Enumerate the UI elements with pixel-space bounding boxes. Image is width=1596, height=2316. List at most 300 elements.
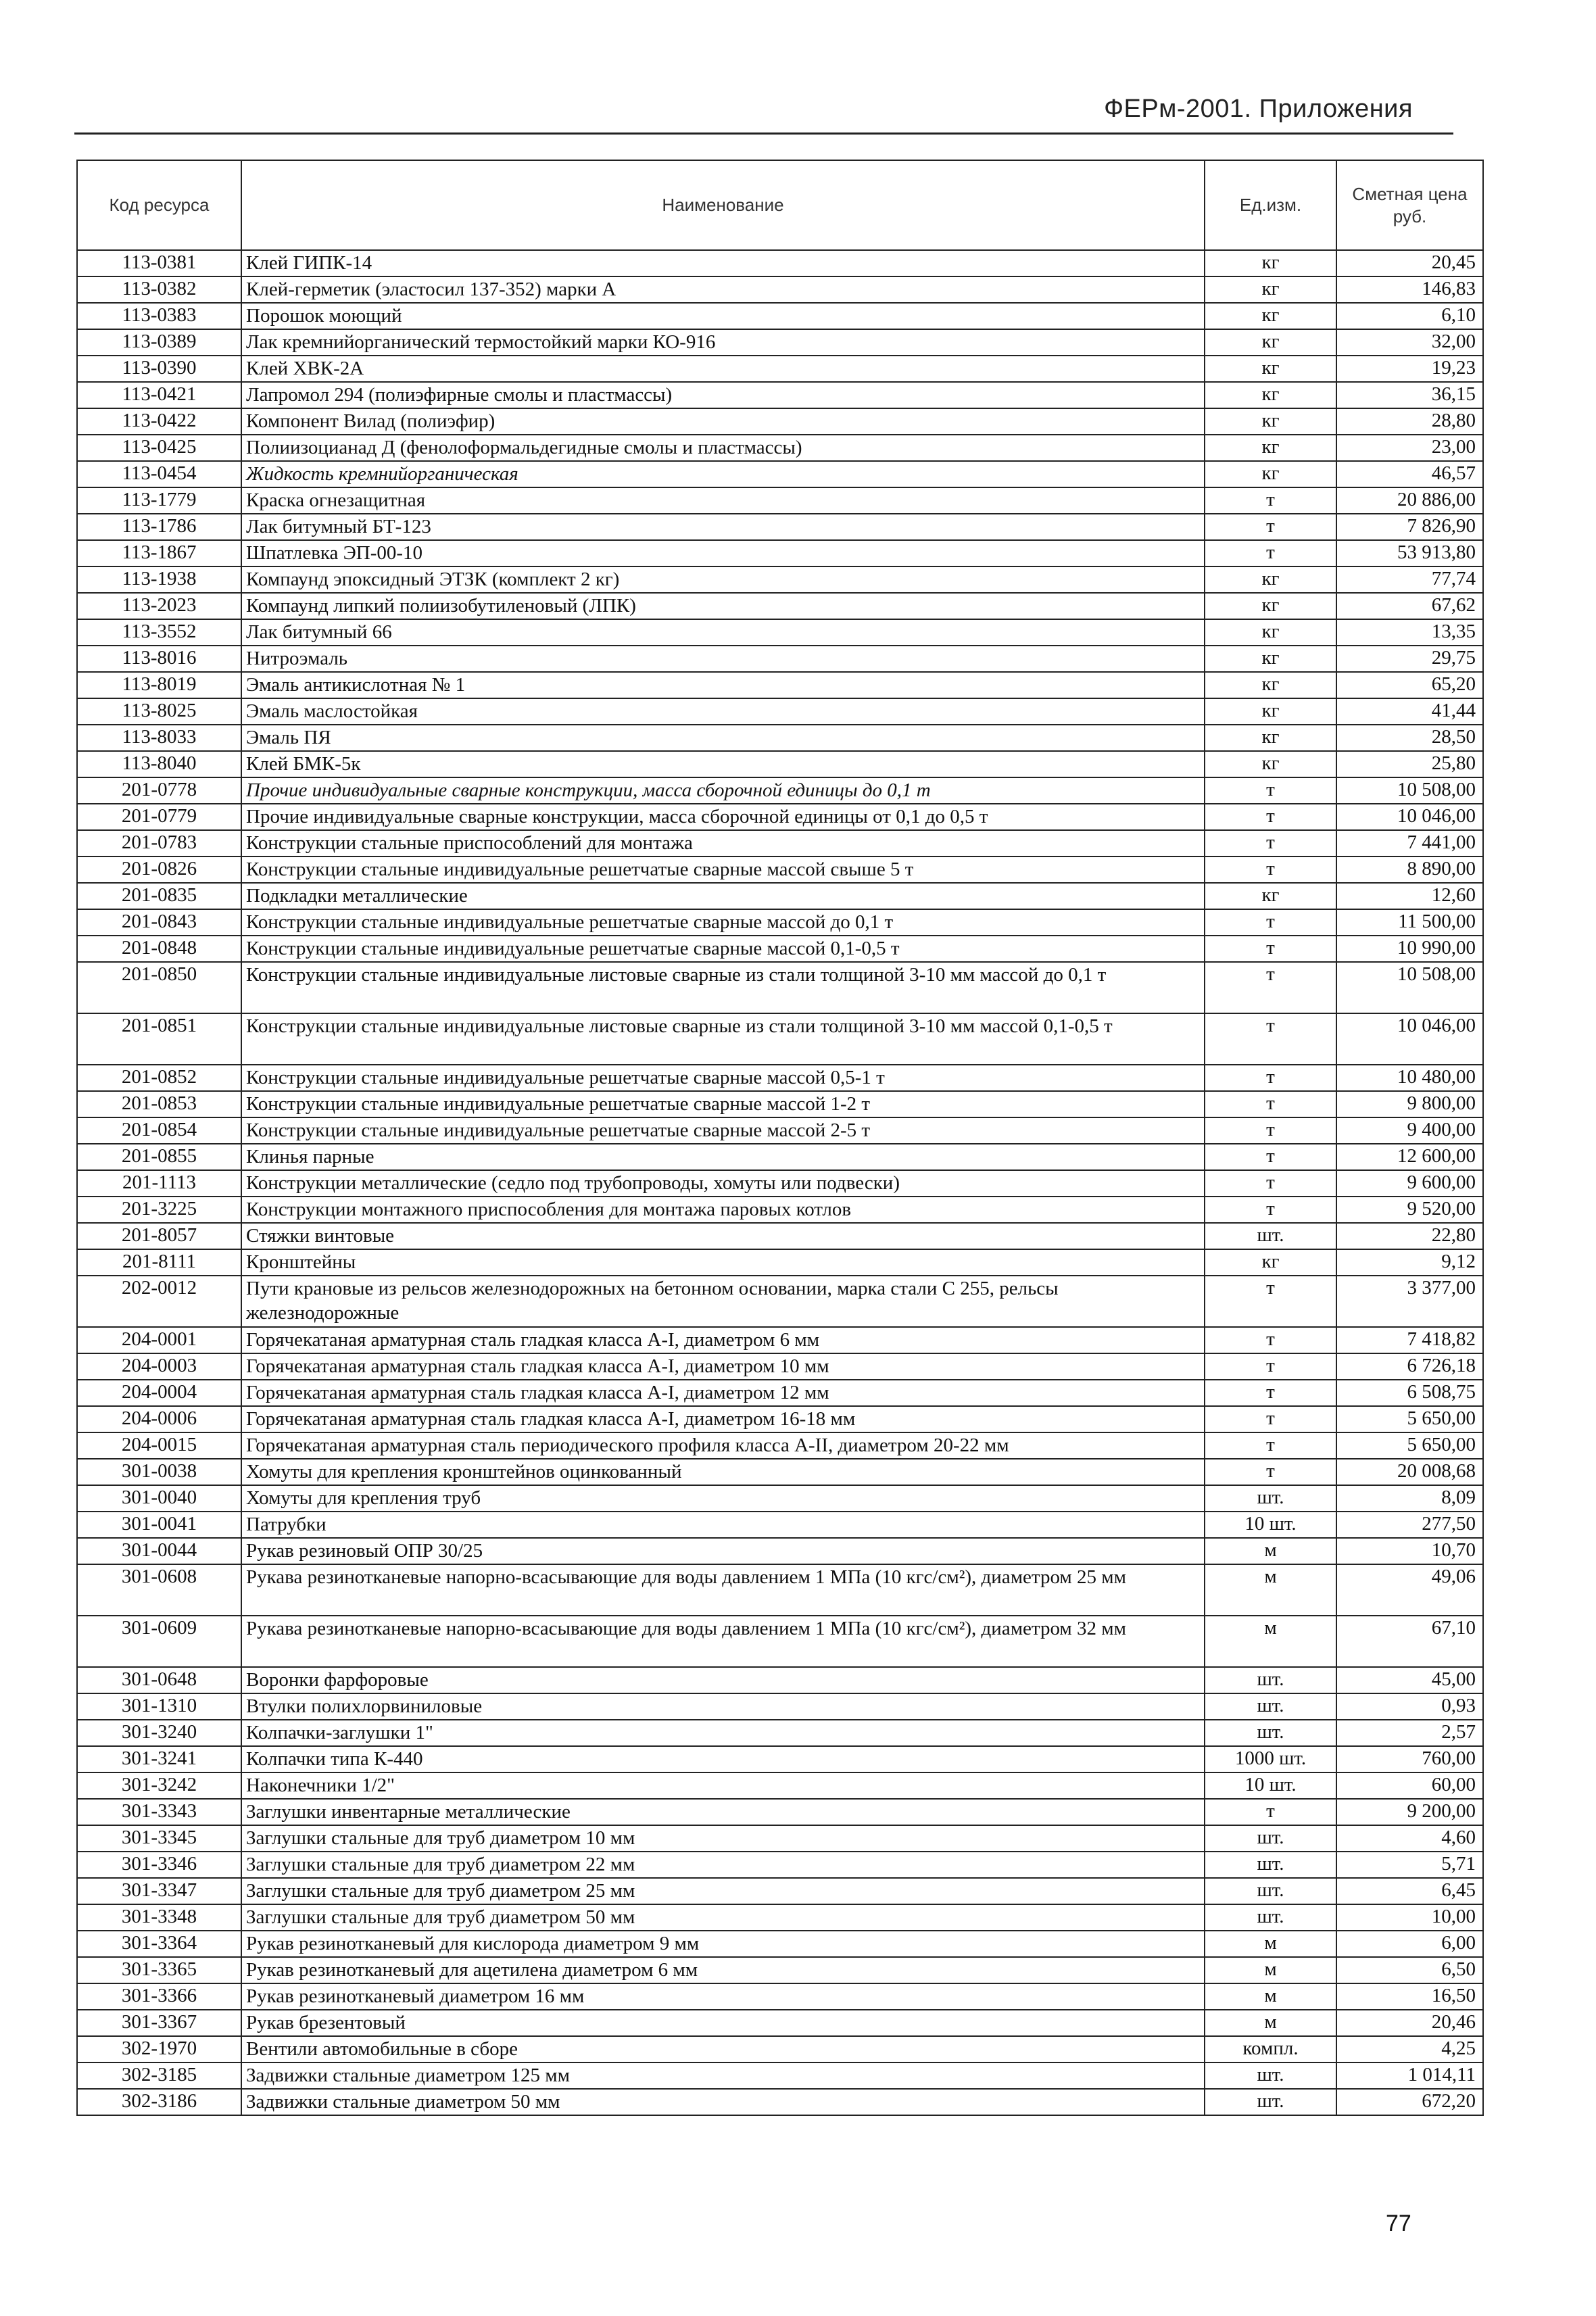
cell-price: 8,09 <box>1336 1485 1483 1512</box>
table-row <box>77 1485 1483 1512</box>
cell-price: 49,06 <box>1336 1564 1483 1616</box>
cell-name: Заглушки стальные для труб диаметром 22 мм <box>241 1852 1205 1878</box>
cell-code: 113-0425 <box>77 435 241 461</box>
cell-name: Задвижки стальные диаметром 50 мм <box>241 2089 1205 2115</box>
table-row <box>77 1406 1483 1432</box>
cell-unit: кг <box>1205 435 1336 461</box>
cell-name: Нитроэмаль <box>241 646 1205 672</box>
cell-code: 201-0854 <box>77 1117 241 1144</box>
cell-unit: м <box>1205 1931 1336 1957</box>
cell-unit: кг <box>1205 646 1336 672</box>
cell-price: 9 600,00 <box>1336 1170 1483 1197</box>
table-row <box>77 830 1483 857</box>
cell-code: 113-8033 <box>77 725 241 751</box>
cell-name: Клинья парные <box>241 1144 1205 1170</box>
cell-code: 201-8111 <box>77 1249 241 1276</box>
cell-name: Прочие индивидуальные сварные конструкции, масса сборочной единицы до 0,1 т <box>241 777 1205 804</box>
cell-code: 301-3345 <box>77 1825 241 1852</box>
cell-unit: т <box>1205 909 1336 936</box>
cell-code: 301-0040 <box>77 1485 241 1512</box>
cell-unit: т <box>1205 1276 1336 1327</box>
cell-name: Прочие индивидуальные сварные конструкции, масса сборочной единицы от 0,1 до 0,5 т <box>241 804 1205 830</box>
cell-code: 202-0012 <box>77 1276 241 1327</box>
table-row <box>77 1170 1483 1197</box>
cell-code: 301-3348 <box>77 1904 241 1931</box>
cell-name: Горячекатаная арматурная сталь гладкая класса А-I, диаметром 10 мм <box>241 1353 1205 1380</box>
table-row <box>77 1693 1483 1720</box>
table-row <box>77 461 1483 487</box>
cell-unit: компл. <box>1205 2036 1336 2062</box>
table-row <box>77 1616 1483 1667</box>
cell-code: 201-0853 <box>77 1091 241 1117</box>
cell-code: 204-0006 <box>77 1406 241 1432</box>
cell-price: 1 014,11 <box>1336 2062 1483 2089</box>
table-row <box>77 1276 1483 1327</box>
cell-name: Хомуты для крепления кронштейнов оцинкованный <box>241 1459 1205 1485</box>
cell-name: Колпачки типа К-440 <box>241 1746 1205 1772</box>
table-row <box>77 329 1483 356</box>
cell-name: Рукава резинотканевые напорно-всасывающие для воды давлением 1 МПа (10 кгс/см²), диаметром 32 мм <box>241 1616 1205 1667</box>
cell-price: 7 826,90 <box>1336 514 1483 540</box>
cell-unit: кг <box>1205 566 1336 593</box>
cell-price: 22,80 <box>1336 1223 1483 1249</box>
cell-price: 4,60 <box>1336 1825 1483 1852</box>
table-row <box>77 540 1483 566</box>
cell-unit: м <box>1205 2010 1336 2036</box>
cell-unit: т <box>1205 962 1336 1013</box>
cell-name: Рукав резинотканевый для кислорода диаметром 9 мм <box>241 1931 1205 1957</box>
cell-name: Горячекатаная арматурная сталь гладкая класса А-I, диаметром 12 мм <box>241 1380 1205 1406</box>
cell-price: 41,44 <box>1336 698 1483 725</box>
table-row <box>77 382 1483 408</box>
cell-price: 10 508,00 <box>1336 777 1483 804</box>
cell-code: 301-3366 <box>77 1983 241 2010</box>
cell-unit: кг <box>1205 698 1336 725</box>
cell-code: 113-0383 <box>77 303 241 329</box>
cell-unit: т <box>1205 1013 1336 1065</box>
cell-code: 201-0843 <box>77 909 241 936</box>
cell-unit: кг <box>1205 408 1336 435</box>
cell-name: Конструкции стальные индивидуальные листовые сварные из стали толщиной 3-10 мм массой до 0,1 т <box>241 962 1205 1013</box>
cell-unit: кг <box>1205 461 1336 487</box>
cell-code: 301-1310 <box>77 1693 241 1720</box>
cell-name: Заглушки инвентарные металлические <box>241 1799 1205 1825</box>
page-number: 77 <box>1386 2211 1411 2236</box>
cell-name: Колпачки-заглушки 1" <box>241 1720 1205 1746</box>
cell-name: Наконечники 1/2" <box>241 1772 1205 1799</box>
table-row <box>77 250 1483 276</box>
table-row <box>77 1197 1483 1223</box>
cell-name: Конструкции стальные индивидуальные решетчатые сварные массой 0,1-0,5 т <box>241 936 1205 962</box>
cell-price: 9 400,00 <box>1336 1117 1483 1144</box>
cell-name: Рукав резинотканевый для ацетилена диаметром 6 мм <box>241 1957 1205 1983</box>
cell-code: 302-1970 <box>77 2036 241 2062</box>
cell-name: Клей БМК-5к <box>241 751 1205 777</box>
cell-code: 301-3364 <box>77 1931 241 1957</box>
cell-unit: шт. <box>1205 1904 1336 1931</box>
cell-code: 204-0015 <box>77 1432 241 1459</box>
cell-name: Заглушки стальные для труб диаметром 10 мм <box>241 1825 1205 1852</box>
cell-name: Эмаль ПЯ <box>241 725 1205 751</box>
table-row <box>77 1249 1483 1276</box>
cell-unit: т <box>1205 1144 1336 1170</box>
cell-unit: т <box>1205 936 1336 962</box>
cell-price: 10,70 <box>1336 1538 1483 1564</box>
cell-unit: кг <box>1205 883 1336 909</box>
cell-code: 204-0003 <box>77 1353 241 1380</box>
cell-unit: м <box>1205 1957 1336 1983</box>
cell-unit: т <box>1205 1353 1336 1380</box>
cell-price: 760,00 <box>1336 1746 1483 1772</box>
cell-price: 28,50 <box>1336 725 1483 751</box>
cell-code: 113-0381 <box>77 250 241 276</box>
cell-unit: т <box>1205 1117 1336 1144</box>
cell-code: 113-8019 <box>77 672 241 698</box>
cell-price: 20,45 <box>1336 250 1483 276</box>
cell-unit: кг <box>1205 619 1336 646</box>
table-row <box>77 566 1483 593</box>
cell-price: 7 441,00 <box>1336 830 1483 857</box>
cell-unit: т <box>1205 1170 1336 1197</box>
cell-name: Конструкции стальные приспособлений для монтажа <box>241 830 1205 857</box>
cell-unit: 10 шт. <box>1205 1512 1336 1538</box>
cell-code: 301-3346 <box>77 1852 241 1878</box>
cell-code: 113-1867 <box>77 540 241 566</box>
cell-code: 201-0852 <box>77 1065 241 1091</box>
cell-code: 301-0648 <box>77 1667 241 1693</box>
cell-unit: т <box>1205 540 1336 566</box>
table-row <box>77 593 1483 619</box>
cell-name: Заглушки стальные для труб диаметром 25 мм <box>241 1878 1205 1904</box>
table-header-row <box>77 160 1483 250</box>
cell-unit: т <box>1205 1091 1336 1117</box>
cell-price: 12,60 <box>1336 883 1483 909</box>
cell-price: 53 913,80 <box>1336 540 1483 566</box>
cell-name: Хомуты для крепления труб <box>241 1485 1205 1512</box>
cell-code: 301-3367 <box>77 2010 241 2036</box>
cell-code: 301-3240 <box>77 1720 241 1746</box>
table-row <box>77 303 1483 329</box>
cell-price: 11 500,00 <box>1336 909 1483 936</box>
cell-unit: 10 шт. <box>1205 1772 1336 1799</box>
cell-code: 201-0783 <box>77 830 241 857</box>
cell-price: 45,00 <box>1336 1667 1483 1693</box>
cell-price: 5 650,00 <box>1336 1406 1483 1432</box>
cell-price: 9 200,00 <box>1336 1799 1483 1825</box>
cell-unit: т <box>1205 1799 1336 1825</box>
cell-name: Лак битумный 66 <box>241 619 1205 646</box>
cell-unit: шт. <box>1205 1825 1336 1852</box>
cell-code: 201-0848 <box>77 936 241 962</box>
cell-price: 3 377,00 <box>1336 1276 1483 1327</box>
cell-price: 25,80 <box>1336 751 1483 777</box>
cell-code: 113-0421 <box>77 382 241 408</box>
cell-name: Горячекатаная арматурная сталь гладкая класса А-I, диаметром 6 мм <box>241 1327 1205 1353</box>
cell-name: Втулки полихлорвиниловые <box>241 1693 1205 1720</box>
column-header-price: Сметная цена руб. <box>1336 160 1483 250</box>
cell-price: 5,71 <box>1336 1852 1483 1878</box>
cell-unit: шт. <box>1205 1720 1336 1746</box>
cell-price: 19,23 <box>1336 356 1483 382</box>
table-row <box>77 1091 1483 1117</box>
table-row <box>77 1327 1483 1353</box>
table-row <box>77 1065 1483 1091</box>
table-row <box>77 1144 1483 1170</box>
cell-name: Лак битумный БТ-123 <box>241 514 1205 540</box>
cell-code: 113-0422 <box>77 408 241 435</box>
table-row <box>77 1852 1483 1878</box>
cell-price: 20 008,68 <box>1336 1459 1483 1485</box>
cell-code: 113-0454 <box>77 461 241 487</box>
table-row <box>77 1013 1483 1065</box>
cell-code: 301-3343 <box>77 1799 241 1825</box>
table-row <box>77 725 1483 751</box>
cell-code: 301-0044 <box>77 1538 241 1564</box>
table-row <box>77 857 1483 883</box>
cell-code: 201-0778 <box>77 777 241 804</box>
table-row <box>77 672 1483 698</box>
cell-unit: т <box>1205 1406 1336 1432</box>
cell-name: Кронштейны <box>241 1249 1205 1276</box>
cell-code: 201-8057 <box>77 1223 241 1249</box>
cell-price: 23,00 <box>1336 435 1483 461</box>
cell-price: 6,45 <box>1336 1878 1483 1904</box>
table-row <box>77 751 1483 777</box>
cell-price: 10 046,00 <box>1336 1013 1483 1065</box>
table-row <box>77 1720 1483 1746</box>
cell-unit: м <box>1205 1983 1336 2010</box>
cell-unit: шт. <box>1205 2089 1336 2115</box>
column-header-name: Наименование <box>241 160 1205 250</box>
cell-price: 10 508,00 <box>1336 962 1483 1013</box>
cell-name: Конструкции стальные индивидуальные решетчатые сварные массой 1-2 т <box>241 1091 1205 1117</box>
cell-name: Жидкость кремнийорганическая <box>241 461 1205 487</box>
cell-code: 204-0001 <box>77 1327 241 1353</box>
cell-unit: кг <box>1205 725 1336 751</box>
cell-unit: кг <box>1205 672 1336 698</box>
cell-code: 113-0390 <box>77 356 241 382</box>
cell-name: Рукав брезентовый <box>241 2010 1205 2036</box>
cell-name: Полиизоцианад Д (фенолоформальдегидные смолы и пластмассы) <box>241 435 1205 461</box>
cell-unit: т <box>1205 1197 1336 1223</box>
cell-code: 113-2023 <box>77 593 241 619</box>
cell-unit: т <box>1205 857 1336 883</box>
cell-name: Лак кремнийорганический термостойкий марки КО-916 <box>241 329 1205 356</box>
cell-name: Шпатлевка ЭП-00-10 <box>241 540 1205 566</box>
table-row <box>77 1957 1483 1983</box>
table-row <box>77 408 1483 435</box>
cell-price: 10 046,00 <box>1336 804 1483 830</box>
cell-name: Пути крановые из рельсов железнодорожных на бетонном основании, марка стали С 255, рельсы железнодорожные <box>241 1276 1205 1327</box>
cell-name: Конструкции стальные индивидуальные решетчатые сварные массой 2-5 т <box>241 1117 1205 1144</box>
cell-price: 77,74 <box>1336 566 1483 593</box>
cell-unit: кг <box>1205 329 1336 356</box>
cell-name: Эмаль маслостойкая <box>241 698 1205 725</box>
cell-code: 113-1938 <box>77 566 241 593</box>
cell-price: 0,93 <box>1336 1693 1483 1720</box>
cell-price: 4,25 <box>1336 2036 1483 2062</box>
cell-name: Клей ХВК-2А <box>241 356 1205 382</box>
cell-code: 301-3365 <box>77 1957 241 1983</box>
cell-code: 113-1786 <box>77 514 241 540</box>
table-row <box>77 1983 1483 2010</box>
cell-price: 16,50 <box>1336 1983 1483 2010</box>
cell-price: 6,10 <box>1336 303 1483 329</box>
table-row <box>77 1799 1483 1825</box>
table-row <box>77 909 1483 936</box>
table-row <box>77 1667 1483 1693</box>
cell-price: 2,57 <box>1336 1720 1483 1746</box>
cell-name: Горячекатаная арматурная сталь гладкая класса А-I, диаметром 16-18 мм <box>241 1406 1205 1432</box>
cell-unit: кг <box>1205 1249 1336 1276</box>
cell-code: 113-0382 <box>77 276 241 303</box>
table-row <box>77 356 1483 382</box>
cell-code: 301-0608 <box>77 1564 241 1616</box>
cell-name: Конструкции стальные индивидуальные решетчатые сварные массой свыше 5 т <box>241 857 1205 883</box>
cell-price: 146,83 <box>1336 276 1483 303</box>
cell-name: Порошок моющий <box>241 303 1205 329</box>
resource-price-table <box>76 160 1484 2116</box>
cell-code: 113-3552 <box>77 619 241 646</box>
cell-code: 201-1113 <box>77 1170 241 1197</box>
cell-name: Патрубки <box>241 1512 1205 1538</box>
cell-unit: шт. <box>1205 1852 1336 1878</box>
cell-name: Конструкции монтажного приспособления для монтажа паровых котлов <box>241 1197 1205 1223</box>
cell-unit: 1000 шт. <box>1205 1746 1336 1772</box>
cell-unit: т <box>1205 804 1336 830</box>
cell-unit: кг <box>1205 303 1336 329</box>
cell-unit: кг <box>1205 751 1336 777</box>
cell-unit: м <box>1205 1616 1336 1667</box>
cell-price: 9 520,00 <box>1336 1197 1483 1223</box>
table-row <box>77 1931 1483 1957</box>
cell-code: 301-0041 <box>77 1512 241 1538</box>
cell-price: 32,00 <box>1336 329 1483 356</box>
table-row <box>77 514 1483 540</box>
cell-price: 46,57 <box>1336 461 1483 487</box>
cell-unit: т <box>1205 1327 1336 1353</box>
cell-name: Конструкции стальные индивидуальные решетчатые сварные массой 0,5-1 т <box>241 1065 1205 1091</box>
cell-code: 201-0779 <box>77 804 241 830</box>
cell-price: 20 886,00 <box>1336 487 1483 514</box>
cell-name: Вентили автомобильные в сборе <box>241 2036 1205 2062</box>
cell-name: Краска огнезащитная <box>241 487 1205 514</box>
cell-price: 67,10 <box>1336 1616 1483 1667</box>
cell-price: 277,50 <box>1336 1512 1483 1538</box>
cell-code: 201-3225 <box>77 1197 241 1223</box>
cell-unit: шт. <box>1205 1878 1336 1904</box>
cell-unit: шт. <box>1205 1667 1336 1693</box>
cell-price: 672,20 <box>1336 2089 1483 2115</box>
table-row <box>77 2089 1483 2115</box>
column-header-code: Код ресурса <box>77 160 241 250</box>
cell-code: 204-0004 <box>77 1380 241 1406</box>
cell-code: 113-1779 <box>77 487 241 514</box>
cell-code: 301-3241 <box>77 1746 241 1772</box>
table-row <box>77 1432 1483 1459</box>
cell-name: Конструкции стальные индивидуальные листовые сварные из стали толщиной 3-10 мм массой 0,1-0,5 т <box>241 1013 1205 1065</box>
cell-price: 36,15 <box>1336 382 1483 408</box>
table-body <box>77 250 1483 2115</box>
cell-unit: т <box>1205 830 1336 857</box>
cell-unit: кг <box>1205 382 1336 408</box>
table-row <box>77 487 1483 514</box>
cell-price: 6 508,75 <box>1336 1380 1483 1406</box>
cell-price: 12 600,00 <box>1336 1144 1483 1170</box>
cell-price: 8 890,00 <box>1336 857 1483 883</box>
cell-unit: т <box>1205 777 1336 804</box>
cell-name: Воронки фарфоровые <box>241 1667 1205 1693</box>
table-row <box>77 1538 1483 1564</box>
cell-unit: кг <box>1205 276 1336 303</box>
cell-code: 201-0855 <box>77 1144 241 1170</box>
cell-price: 6 726,18 <box>1336 1353 1483 1380</box>
cell-name: Конструкции металлические (седло под трубопроводы, хомуты или подвески) <box>241 1170 1205 1197</box>
table-row <box>77 1223 1483 1249</box>
table-row <box>77 2062 1483 2089</box>
cell-unit: т <box>1205 1432 1336 1459</box>
table-row <box>77 936 1483 962</box>
cell-name: Компаунд эпоксидный ЭТЗК (комплект 2 кг) <box>241 566 1205 593</box>
cell-price: 5 650,00 <box>1336 1432 1483 1459</box>
cell-code: 201-0851 <box>77 1013 241 1065</box>
table-row <box>77 1380 1483 1406</box>
cell-unit: шт. <box>1205 1693 1336 1720</box>
cell-price: 67,62 <box>1336 593 1483 619</box>
cell-code: 302-3186 <box>77 2089 241 2115</box>
table-row <box>77 777 1483 804</box>
cell-name: Заглушки стальные для труб диаметром 50 мм <box>241 1904 1205 1931</box>
cell-unit: шт. <box>1205 2062 1336 2089</box>
cell-unit: т <box>1205 487 1336 514</box>
cell-name: Компонент Вилад (полиэфир) <box>241 408 1205 435</box>
cell-code: 113-8025 <box>77 698 241 725</box>
cell-name: Рукав резиновый ОПР 30/25 <box>241 1538 1205 1564</box>
cell-price: 60,00 <box>1336 1772 1483 1799</box>
table-row <box>77 2010 1483 2036</box>
cell-name: Горячекатаная арматурная сталь периодического профиля класса А-II, диаметром 20-22 мм <box>241 1432 1205 1459</box>
cell-price: 6,50 <box>1336 1957 1483 1983</box>
cell-name: Конструкции стальные индивидуальные решетчатые сварные массой до 0,1 т <box>241 909 1205 936</box>
cell-code: 113-8016 <box>77 646 241 672</box>
cell-unit: шт. <box>1205 1485 1336 1512</box>
cell-price: 9,12 <box>1336 1249 1483 1276</box>
table-row <box>77 804 1483 830</box>
table-row <box>77 276 1483 303</box>
cell-price: 10 990,00 <box>1336 936 1483 962</box>
cell-unit: т <box>1205 1065 1336 1091</box>
table-row <box>77 1904 1483 1931</box>
table-row <box>77 1353 1483 1380</box>
cell-code: 113-0389 <box>77 329 241 356</box>
cell-name: Рукава резинотканевые напорно-всасывающие для воды давлением 1 МПа (10 кгс/см²), диаметром 25 мм <box>241 1564 1205 1616</box>
cell-unit: кг <box>1205 356 1336 382</box>
cell-unit: т <box>1205 1459 1336 1485</box>
cell-code: 301-0038 <box>77 1459 241 1485</box>
cell-name: Эмаль антикислотная № 1 <box>241 672 1205 698</box>
cell-price: 10,00 <box>1336 1904 1483 1931</box>
table-row <box>77 1772 1483 1799</box>
cell-code: 201-0850 <box>77 962 241 1013</box>
cell-unit: м <box>1205 1564 1336 1616</box>
cell-name: Клей ГИПК-14 <box>241 250 1205 276</box>
cell-code: 113-8040 <box>77 751 241 777</box>
cell-price: 65,20 <box>1336 672 1483 698</box>
cell-price: 6,00 <box>1336 1931 1483 1957</box>
cell-price: 29,75 <box>1336 646 1483 672</box>
cell-unit: м <box>1205 1538 1336 1564</box>
table-row <box>77 1878 1483 1904</box>
